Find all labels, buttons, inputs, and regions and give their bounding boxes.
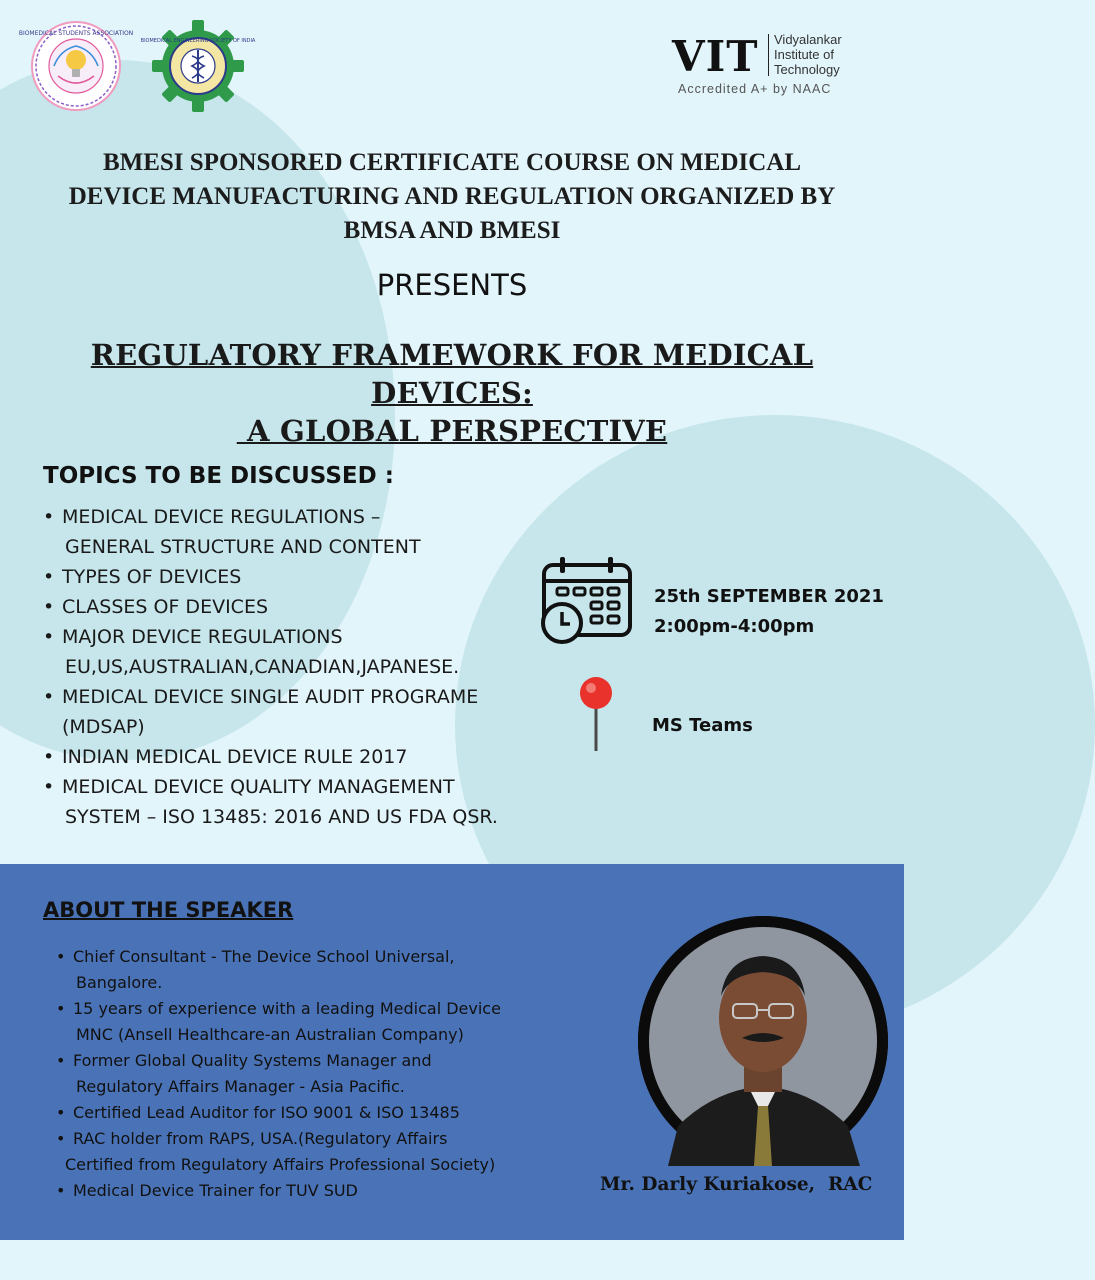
list-item: [43, 562, 563, 592]
course-title-line: BMESI SPONSORED CERTIFICATE COURSE ON MEDICAL: [102, 149, 802, 176]
topics-list: [43, 502, 563, 832]
speaker-fact-continued: Bangalore.: [76, 973, 163, 992]
bmsa-logo-text: BIOMEDICAL STUDENTS ASSOCIATION: [18, 30, 134, 37]
list-item: [43, 502, 563, 562]
speaker-fact: Chief Consultant - The Device School Universal,: [73, 947, 455, 966]
topics-heading: TOPICS TO BE DISCUSSED :: [43, 463, 394, 489]
topic-text: TYPES OF DEVICES: [62, 566, 242, 588]
list-item: [56, 1100, 596, 1126]
list-item: [56, 996, 596, 1048]
topic-text: MEDICAL DEVICE REGULATIONS –: [62, 506, 381, 528]
list-item: [56, 944, 596, 996]
vit-logo: [672, 28, 862, 103]
vit-institute-name: [774, 32, 864, 77]
speaker-heading: ABOUT THE SPEAKER: [43, 898, 294, 922]
topic-text: MEDICAL DEVICE QUALITY MANAGEMENT: [62, 776, 455, 798]
speaker-fact: RAC holder from RAPS, USA.(Regulatory Affairs: [73, 1129, 448, 1148]
speaker-list: [56, 944, 596, 1204]
topic-text-continued: SYSTEM – ISO 13485: 2016 AND US FDA QSR.: [65, 806, 498, 828]
vit-name-line: Technology: [774, 62, 840, 77]
list-item: [56, 1126, 596, 1178]
list-item: [56, 1048, 596, 1100]
vit-logo-mark: VIT: [672, 32, 759, 81]
speaker-fact: Medical Device Trainer for TUV SUD: [73, 1181, 358, 1200]
bmsa-logo: [18, 20, 134, 112]
vit-logo-divider: [768, 34, 769, 76]
speaker-fact-continued: Certified from Regulatory Affairs Professional Society): [65, 1155, 496, 1174]
list-item: [43, 772, 563, 832]
speaker-fact: Certified Lead Auditor for ISO 9001 & ISO 13485: [73, 1103, 460, 1122]
talk-title: [10, 336, 894, 450]
speaker-fact: Former Global Quality Systems Manager and: [73, 1051, 432, 1070]
vit-accreditation: Accredited A+ by NAAC: [678, 82, 832, 96]
speaker-panel: [0, 864, 904, 1240]
speaker-fact-continued: Regulatory Affairs Manager - Asia Pacific.: [76, 1077, 405, 1096]
list-item: [43, 622, 563, 682]
event-venue: MS Teams: [652, 715, 753, 736]
map-pin-icon: [574, 675, 618, 755]
presents-label: PRESENTS: [376, 268, 528, 302]
talk-title-line: REGULATORY FRAMEWORK FOR MEDICAL DEVICES:: [90, 338, 814, 410]
bmesi-logo-text: BIOMEDICAL ENGINEERING SOCIETY OF INDIA: [140, 38, 256, 44]
event-time: 2:00pm-4:00pm: [654, 616, 815, 637]
speaker-fact-continued: MNC (Ansell Healthcare-an Australian Company): [76, 1025, 464, 1044]
list-item: [43, 742, 563, 772]
list-item: [43, 592, 563, 622]
talk-title-line: A GLOBAL PERSPECTIVE: [236, 414, 668, 448]
list-item: [56, 1178, 596, 1204]
topic-text-continued: GENERAL STRUCTURE AND CONTENT: [65, 536, 421, 558]
topic-text: CLASSES OF DEVICES: [62, 596, 269, 618]
topic-text: MAJOR DEVICE REGULATIONS: [62, 626, 343, 648]
topic-text-continued: (MDSAP): [62, 716, 145, 738]
topic-text: INDIAN MEDICAL DEVICE RULE 2017: [62, 746, 408, 768]
bottom-strip: [0, 1240, 904, 1280]
topic-text: MEDICAL DEVICE SINGLE AUDIT PROGRAME: [62, 686, 479, 708]
bmesi-gear-logo: [140, 20, 256, 112]
vit-name-line: Institute of: [774, 47, 834, 62]
topic-text-continued: EU,US,AUSTRALIAN,CANADIAN,JAPANESE.: [65, 656, 460, 678]
event-date: 25th SEPTEMBER 2021: [654, 586, 884, 607]
speaker-name: Mr. Darly Kuriakose, RAC: [600, 1174, 873, 1195]
course-title-line: BMSA AND BMESI: [343, 217, 561, 244]
speaker-photo: [638, 916, 888, 1166]
calendar-clock-icon: [538, 555, 634, 647]
course-title-line: DEVICE MANUFACTURING AND REGULATION ORGANIZED BY: [68, 183, 836, 210]
list-item: [43, 682, 563, 742]
speaker-fact: 15 years of experience with a leading Medical Device: [73, 999, 501, 1018]
vit-name-line: Vidyalankar: [774, 32, 842, 47]
course-title: [40, 146, 864, 248]
